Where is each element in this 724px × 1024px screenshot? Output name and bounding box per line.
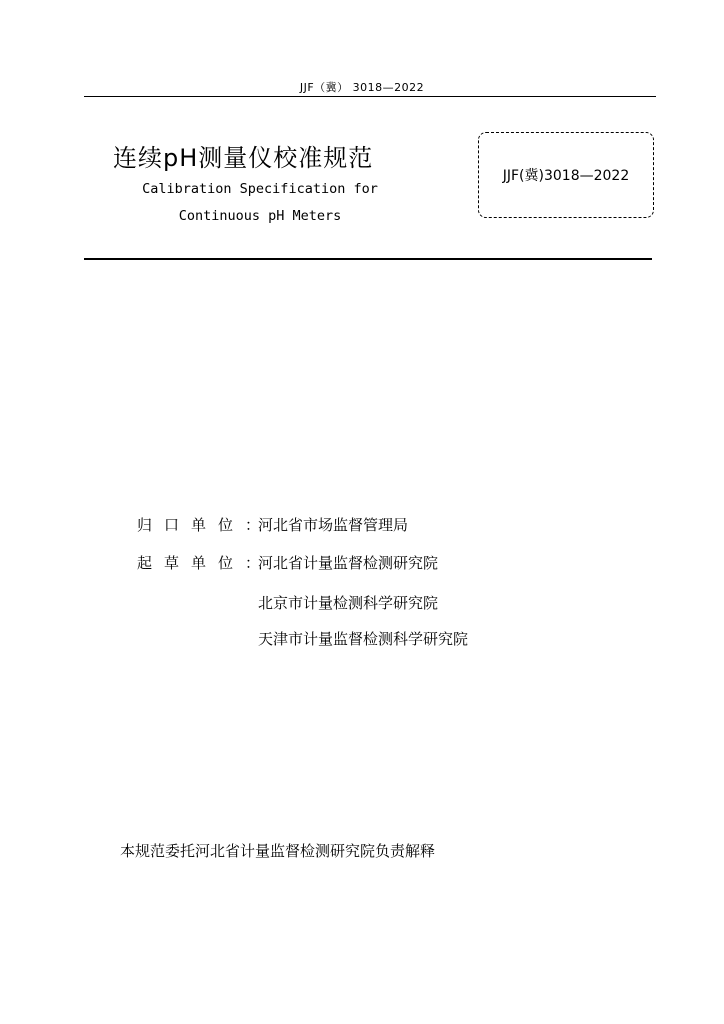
responsible-unit-label-text: 归口单位： bbox=[137, 516, 273, 534]
responsible-unit-label bbox=[137, 514, 273, 535]
running-header-code: JJF（冀） 3018—2022 bbox=[299, 81, 425, 94]
drafting-unit-3: 天津市计量监督检测科学研究院 bbox=[258, 630, 469, 648]
drafting-unit-1: 河北省计量监督检测研究院 bbox=[258, 554, 439, 572]
drafting-unit-label-text: 起草单位： bbox=[137, 554, 273, 572]
drafting-unit-2: 北京市计量检测科学研究院 bbox=[258, 594, 439, 612]
standard-code: JJF(冀)3018—2022 bbox=[502, 168, 630, 184]
drafting-unit-label bbox=[137, 552, 273, 573]
header-rule bbox=[84, 96, 656, 97]
title-divider-rule bbox=[84, 258, 652, 260]
document-title-english-line2: Continuous pH Meters bbox=[178, 208, 342, 224]
responsible-unit-value: 河北省市场监督管理局 bbox=[258, 516, 409, 534]
interpretation-note: 本规范委托河北省计量监督检测研究院负责解释 bbox=[120, 842, 436, 860]
document-title-chinese: 连续pH测量仪校准规范 bbox=[113, 144, 374, 172]
document-title-english-line1: Calibration Specification for bbox=[142, 181, 378, 197]
